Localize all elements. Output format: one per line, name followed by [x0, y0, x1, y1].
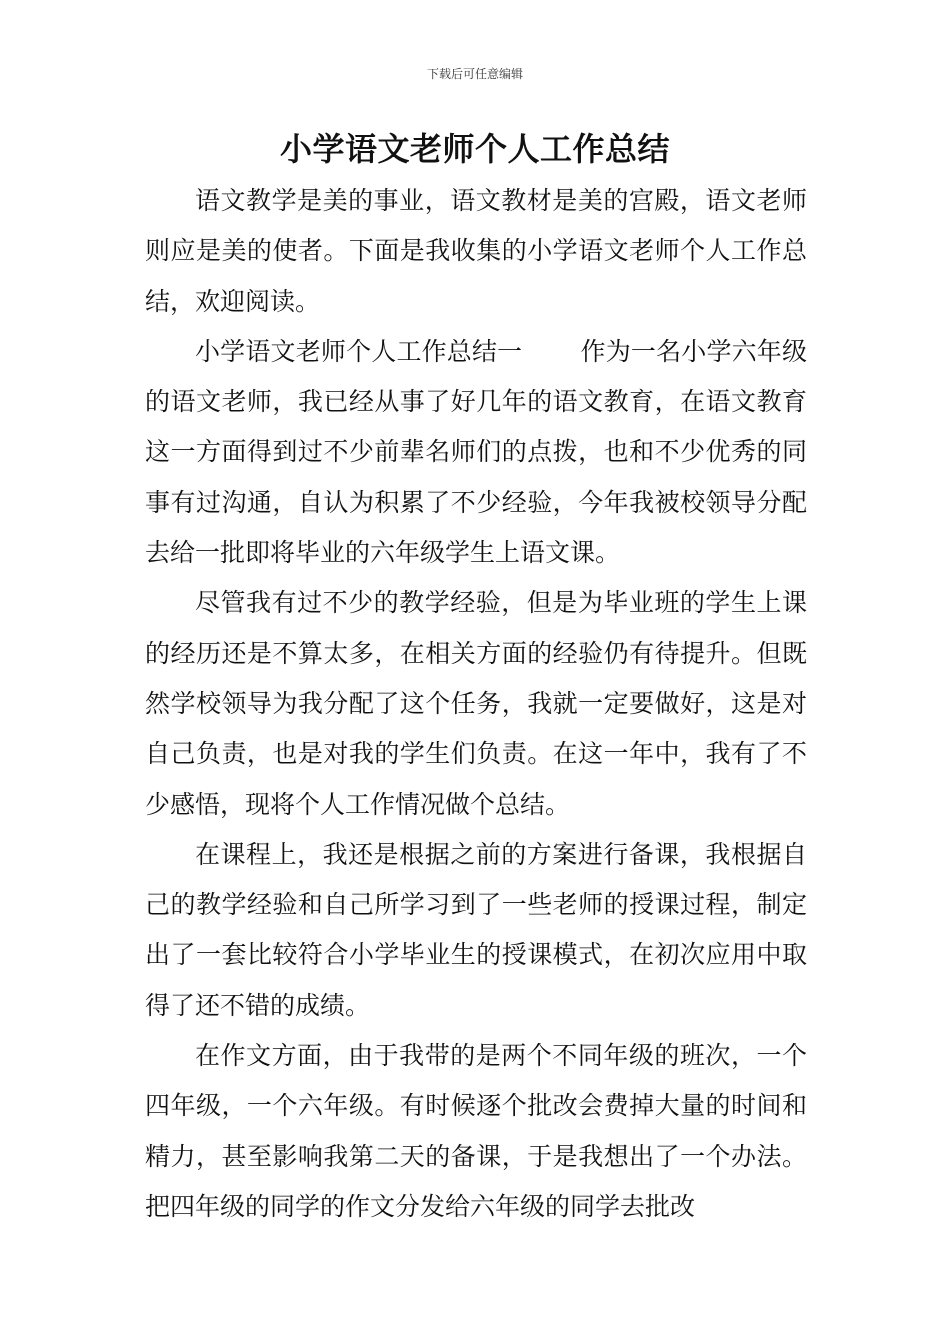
intro-paragraph: 语文教学是美的事业，语文教材是美的宫殿，语文老师则应是美的使者。下面是我收集的小学语文老师个人工作总结，欢迎阅读。: [145, 186, 807, 316]
body-paragraph: 尽管我有过不少的教学经验，但是为毕业班的学生上课的经历还是不算太多，在相关方面的经验仍有待提升。但既然学校领导为我分配了这个任务，我就一定要做好，这是对自己负责，也是对我的学生们负责。在这一年中，我有了不少感悟，现将个人工作情况做个总结。: [145, 588, 807, 819]
body-paragraph: 在课程上，我还是根据之前的方案进行备课，我根据自己的教学经验和自己所学习到了一些老师的授课过程，制定出了一套比较符合小学毕业生的授课模式，在初次应用中取得了还不错的成绩。: [145, 839, 807, 1020]
section-one-paragraph: [145, 327, 807, 578]
section-first-text: 作为一名小学六年级的语文老师，我已经从事了好几年的语文教育，在语文教育这一方面得到过不少前辈名师们的点拨，也和不少优秀的同事有过沟通，自认为积累了不少经验，今年我被校领导分配去给一批即将毕业的六年级学生上语文课。: [145, 336, 807, 568]
header-note: 下载后可任意编辑: [426, 67, 523, 81]
section-heading: 小学语文老师个人工作总结一: [195, 336, 523, 366]
document-body: [145, 176, 807, 1232]
document-title: 小学语文老师个人工作总结: [279, 130, 670, 168]
body-paragraph: 在作文方面，由于我带的是两个不同年级的班次，一个四年级，一个六年级。有时候逐个批改会费掉大量的时间和精力，甚至影响我第二天的备课，于是我想出了一个办法。把四年级的同学的作文分发给六年级的同学去批改: [145, 1041, 807, 1221]
